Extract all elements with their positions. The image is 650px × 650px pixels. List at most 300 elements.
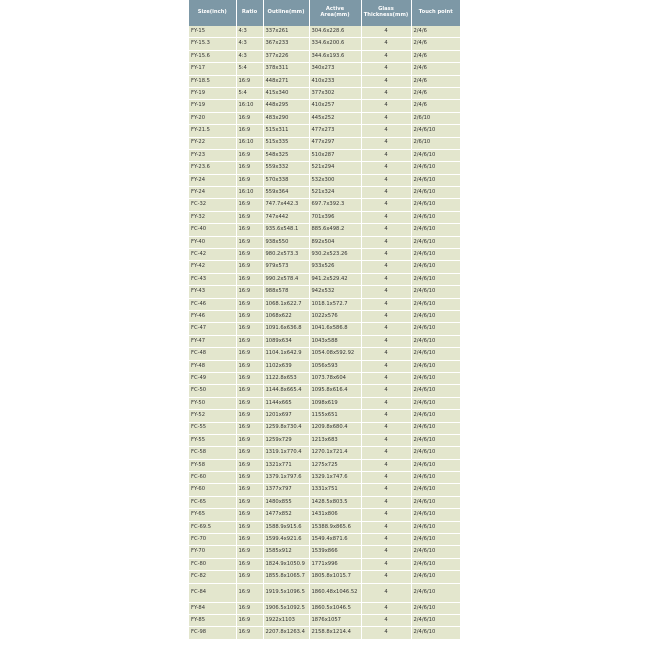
table-row — [189, 125, 460, 137]
cell-active-area: 1860.48x1046.52 — [309, 583, 361, 602]
table-row — [189, 211, 460, 223]
table-row — [189, 261, 460, 273]
table-row — [189, 422, 460, 434]
cell-touch-point: 2/4/6/10 — [411, 298, 460, 310]
cell-glass-thickness: 4 — [361, 87, 411, 99]
cell-glass-thickness: 4 — [361, 558, 411, 570]
cell-ratio: 16:9 — [236, 348, 263, 360]
cell-glass-thickness: 4 — [361, 360, 411, 372]
cell-ratio: 16:9 — [236, 335, 263, 347]
cell-touch-point: 2/4/6/10 — [411, 627, 460, 639]
cell-ratio: 16:9 — [236, 224, 263, 236]
cell-size: FY-15.6 — [189, 50, 236, 62]
cell-outline: 980.2x573.3 — [263, 249, 309, 261]
cell-touch-point: 2/4/6/10 — [411, 571, 460, 583]
cell-glass-thickness: 4 — [361, 50, 411, 62]
cell-ratio: 16:9 — [236, 211, 263, 223]
cell-outline: 415x340 — [263, 87, 309, 99]
cell-size: FY-24 — [189, 187, 236, 199]
cell-size: FY-40 — [189, 236, 236, 248]
cell-active-area: 1329.1x747.6 — [309, 472, 361, 484]
cell-active-area: 1073.78x604 — [309, 372, 361, 384]
cell-glass-thickness: 4 — [361, 509, 411, 521]
cell-glass-thickness: 4 — [361, 100, 411, 112]
table-row — [189, 583, 460, 602]
cell-ratio: 16:9 — [236, 546, 263, 558]
header-touch-point: Touch point — [411, 0, 460, 26]
cell-outline: 1089x634 — [263, 335, 309, 347]
cell-active-area: 1018.1x572.7 — [309, 298, 361, 310]
cell-ratio: 16:9 — [236, 360, 263, 372]
cell-outline: 367x233 — [263, 38, 309, 50]
cell-active-area: 1876x1057 — [309, 614, 361, 626]
cell-active-area: 334.6x200.6 — [309, 38, 361, 50]
table-row — [189, 602, 460, 614]
cell-glass-thickness: 4 — [361, 298, 411, 310]
header-glass-thickness: Glass Thickness(mm) — [361, 0, 411, 26]
cell-glass-thickness: 4 — [361, 472, 411, 484]
cell-outline: 570x338 — [263, 174, 309, 186]
cell-outline: 2207.8x1263.4 — [263, 627, 309, 639]
cell-glass-thickness: 4 — [361, 125, 411, 137]
cell-ratio: 16:9 — [236, 323, 263, 335]
cell-active-area: 1331x751 — [309, 484, 361, 496]
cell-size: FC-40 — [189, 224, 236, 236]
table-row — [189, 509, 460, 521]
cell-size: FY-19 — [189, 100, 236, 112]
cell-size: FY-17 — [189, 63, 236, 75]
cell-touch-point: 2/4/6/10 — [411, 211, 460, 223]
table-row — [189, 558, 460, 570]
table-row — [189, 310, 460, 322]
cell-ratio: 16:9 — [236, 199, 263, 211]
table-row — [189, 521, 460, 533]
cell-touch-point: 2/4/6/10 — [411, 534, 460, 546]
cell-glass-thickness: 4 — [361, 484, 411, 496]
cell-size: FY-50 — [189, 397, 236, 409]
table-row — [189, 571, 460, 583]
cell-touch-point: 2/4/6/10 — [411, 310, 460, 322]
cell-outline: 1477x852 — [263, 509, 309, 521]
cell-outline: 1104.1x642.9 — [263, 348, 309, 360]
cell-size: FC-55 — [189, 422, 236, 434]
cell-active-area: 1056x593 — [309, 360, 361, 372]
cell-glass-thickness: 4 — [361, 236, 411, 248]
cell-outline: 448x271 — [263, 75, 309, 87]
cell-glass-thickness: 4 — [361, 583, 411, 602]
cell-size: FY-23 — [189, 149, 236, 161]
cell-outline: 1906.5x1092.5 — [263, 602, 309, 614]
cell-ratio: 5:4 — [236, 63, 263, 75]
table-row — [189, 75, 460, 87]
cell-size: FC-48 — [189, 348, 236, 360]
table-row — [189, 335, 460, 347]
cell-active-area: 1539x866 — [309, 546, 361, 558]
cell-active-area: 1549.4x871.6 — [309, 534, 361, 546]
table-row — [189, 199, 460, 211]
cell-glass-thickness: 4 — [361, 348, 411, 360]
cell-glass-thickness: 4 — [361, 546, 411, 558]
cell-touch-point: 2/4/6/10 — [411, 360, 460, 372]
cell-glass-thickness: 4 — [361, 602, 411, 614]
cell-glass-thickness: 4 — [361, 434, 411, 446]
cell-ratio: 16:9 — [236, 410, 263, 422]
cell-outline: 337x261 — [263, 26, 309, 38]
cell-outline: 1377x797 — [263, 484, 309, 496]
cell-touch-point: 2/4/6/10 — [411, 149, 460, 161]
cell-touch-point: 2/4/6 — [411, 50, 460, 62]
cell-ratio: 16:9 — [236, 112, 263, 124]
cell-touch-point: 2/4/6/10 — [411, 447, 460, 459]
cell-outline: 1599.4x921.6 — [263, 534, 309, 546]
table-row — [189, 410, 460, 422]
cell-touch-point: 2/4/6 — [411, 75, 460, 87]
cell-active-area: 1860.5x1046.5 — [309, 602, 361, 614]
cell-ratio: 16:9 — [236, 174, 263, 186]
cell-size: FY-24 — [189, 174, 236, 186]
header-size: Size(inch) — [189, 0, 236, 26]
cell-active-area: 1428.5x803.5 — [309, 496, 361, 508]
cell-size: FY-18.5 — [189, 75, 236, 87]
cell-outline: 1068.1x622.7 — [263, 298, 309, 310]
cell-active-area: 933x526 — [309, 261, 361, 273]
cell-glass-thickness: 4 — [361, 397, 411, 409]
cell-outline: 747x442 — [263, 211, 309, 223]
cell-touch-point: 2/4/6/10 — [411, 249, 460, 261]
cell-active-area: 892x504 — [309, 236, 361, 248]
cell-ratio: 16:9 — [236, 149, 263, 161]
cell-glass-thickness: 4 — [361, 372, 411, 384]
cell-touch-point: 2/4/6/10 — [411, 509, 460, 521]
cell-ratio: 16:9 — [236, 273, 263, 285]
cell-size: FY-47 — [189, 335, 236, 347]
cell-active-area: 1275x725 — [309, 459, 361, 471]
cell-outline: 938x550 — [263, 236, 309, 248]
cell-active-area: 304.6x228.6 — [309, 26, 361, 38]
table-row — [189, 224, 460, 236]
cell-size: FC-60 — [189, 472, 236, 484]
cell-glass-thickness: 4 — [361, 75, 411, 87]
table-row — [189, 447, 460, 459]
cell-outline: 1855.8x1065.7 — [263, 571, 309, 583]
table-row — [189, 534, 460, 546]
cell-outline: 979x573 — [263, 261, 309, 273]
cell-touch-point: 2/4/6/10 — [411, 583, 460, 602]
table-row — [189, 187, 460, 199]
cell-active-area: 941.2x529.42 — [309, 273, 361, 285]
cell-size: FC-82 — [189, 571, 236, 583]
cell-ratio: 16:9 — [236, 125, 263, 137]
cell-ratio: 16:9 — [236, 422, 263, 434]
cell-ratio: 16:9 — [236, 249, 263, 261]
table-row — [189, 472, 460, 484]
cell-touch-point: 2/4/6/10 — [411, 521, 460, 533]
cell-size: FY-43 — [189, 286, 236, 298]
cell-size: FC-65 — [189, 496, 236, 508]
cell-ratio: 16:9 — [236, 236, 263, 248]
cell-ratio: 16:9 — [236, 385, 263, 397]
table-row — [189, 249, 460, 261]
cell-ratio: 16:9 — [236, 397, 263, 409]
table-row — [189, 273, 460, 285]
cell-active-area: 1431x806 — [309, 509, 361, 521]
cell-glass-thickness: 4 — [361, 286, 411, 298]
cell-ratio: 16:9 — [236, 534, 263, 546]
cell-outline: 515x335 — [263, 137, 309, 149]
cell-touch-point: 2/4/6/10 — [411, 614, 460, 626]
cell-ratio: 16:10 — [236, 187, 263, 199]
table-row — [189, 360, 460, 372]
cell-size: FC-70 — [189, 534, 236, 546]
cell-size: FY-22 — [189, 137, 236, 149]
table-row — [189, 372, 460, 384]
cell-glass-thickness: 4 — [361, 26, 411, 38]
cell-ratio: 16:9 — [236, 627, 263, 639]
table-row — [189, 162, 460, 174]
cell-ratio: 16:9 — [236, 75, 263, 87]
cell-glass-thickness: 4 — [361, 261, 411, 273]
cell-outline: 1201x697 — [263, 410, 309, 422]
cell-size: FY-55 — [189, 434, 236, 446]
cell-size: FY-21.5 — [189, 125, 236, 137]
cell-size: FY-32 — [189, 211, 236, 223]
cell-active-area: 1155x651 — [309, 410, 361, 422]
cell-ratio: 4:3 — [236, 38, 263, 50]
cell-outline: 935.6x548.1 — [263, 224, 309, 236]
cell-ratio: 16:9 — [236, 521, 263, 533]
cell-outline: 1068x622 — [263, 310, 309, 322]
cell-glass-thickness: 4 — [361, 249, 411, 261]
cell-touch-point: 2/4/6/10 — [411, 385, 460, 397]
cell-active-area: 410x257 — [309, 100, 361, 112]
cell-size: FC-80 — [189, 558, 236, 570]
cell-active-area: 2158.8x1214.4 — [309, 627, 361, 639]
cell-outline: 559x332 — [263, 162, 309, 174]
cell-touch-point: 2/4/6/10 — [411, 273, 460, 285]
cell-outline: 1259x729 — [263, 434, 309, 446]
cell-outline: 1585x912 — [263, 546, 309, 558]
cell-glass-thickness: 4 — [361, 496, 411, 508]
cell-ratio: 16:9 — [236, 571, 263, 583]
table-row — [189, 298, 460, 310]
table-row — [189, 627, 460, 639]
cell-touch-point: 2/4/6/10 — [411, 496, 460, 508]
cell-size: FY-60 — [189, 484, 236, 496]
header-ratio: Ratio — [236, 0, 263, 26]
cell-size: FY-70 — [189, 546, 236, 558]
cell-active-area: 1041.6x586.8 — [309, 323, 361, 335]
cell-glass-thickness: 4 — [361, 323, 411, 335]
cell-active-area: 930.2x523.26 — [309, 249, 361, 261]
cell-glass-thickness: 4 — [361, 187, 411, 199]
cell-glass-thickness: 4 — [361, 571, 411, 583]
cell-outline: 559x364 — [263, 187, 309, 199]
cell-active-area: 1213x683 — [309, 434, 361, 446]
cell-outline: 1480x855 — [263, 496, 309, 508]
cell-outline: 1321x771 — [263, 459, 309, 471]
cell-active-area: 477x273 — [309, 125, 361, 137]
cell-touch-point: 2/4/6/10 — [411, 602, 460, 614]
table-row — [189, 38, 460, 50]
cell-active-area: 445x252 — [309, 112, 361, 124]
cell-ratio: 16:9 — [236, 310, 263, 322]
cell-ratio: 16:9 — [236, 298, 263, 310]
table-row — [189, 26, 460, 38]
cell-ratio: 16:9 — [236, 434, 263, 446]
cell-size: FC-47 — [189, 323, 236, 335]
cell-ratio: 16:9 — [236, 484, 263, 496]
cell-touch-point: 2/4/6/10 — [411, 372, 460, 384]
cell-glass-thickness: 4 — [361, 627, 411, 639]
cell-ratio: 16:9 — [236, 459, 263, 471]
table-row — [189, 546, 460, 558]
cell-glass-thickness: 4 — [361, 38, 411, 50]
cell-outline: 483x290 — [263, 112, 309, 124]
cell-active-area: 1043x588 — [309, 335, 361, 347]
cell-size: FC-50 — [189, 385, 236, 397]
cell-touch-point: 2/4/6/10 — [411, 434, 460, 446]
cell-touch-point: 2/4/6/10 — [411, 199, 460, 211]
cell-outline: 1379.1x797.6 — [263, 472, 309, 484]
cell-outline: 1919.5x1096.5 — [263, 583, 309, 602]
cell-outline: 747.7x442.3 — [263, 199, 309, 211]
cell-ratio: 16:9 — [236, 372, 263, 384]
table-row — [189, 397, 460, 409]
cell-outline: 515x311 — [263, 125, 309, 137]
cell-glass-thickness: 4 — [361, 199, 411, 211]
table-row — [189, 112, 460, 124]
cell-touch-point: 2/4/6/10 — [411, 348, 460, 360]
cell-active-area: 532x300 — [309, 174, 361, 186]
cell-size: FY-19 — [189, 87, 236, 99]
cell-active-area: 521x324 — [309, 187, 361, 199]
cell-outline: 378x311 — [263, 63, 309, 75]
cell-glass-thickness: 4 — [361, 273, 411, 285]
cell-glass-thickness: 4 — [361, 385, 411, 397]
cell-ratio: 16:10 — [236, 100, 263, 112]
cell-touch-point: 2/4/6/10 — [411, 174, 460, 186]
table-row — [189, 174, 460, 186]
cell-ratio: 4:3 — [236, 26, 263, 38]
cell-size: FY-15.3 — [189, 38, 236, 50]
cell-touch-point: 2/4/6/10 — [411, 422, 460, 434]
cell-touch-point: 2/4/6/10 — [411, 410, 460, 422]
cell-touch-point: 2/4/6/10 — [411, 187, 460, 199]
cell-outline: 1144.8x665.4 — [263, 385, 309, 397]
cell-outline: 1144x665 — [263, 397, 309, 409]
cell-ratio: 16:9 — [236, 509, 263, 521]
table-row — [189, 614, 460, 626]
cell-glass-thickness: 4 — [361, 335, 411, 347]
cell-ratio: 16:9 — [236, 472, 263, 484]
cell-outline: 448x295 — [263, 100, 309, 112]
cell-touch-point: 2/4/6/10 — [411, 236, 460, 248]
cell-glass-thickness: 4 — [361, 224, 411, 236]
cell-touch-point: 2/4/6/10 — [411, 323, 460, 335]
cell-ratio: 16:9 — [236, 162, 263, 174]
table-row — [189, 137, 460, 149]
cell-size: FY-48 — [189, 360, 236, 372]
cell-ratio: 5:4 — [236, 87, 263, 99]
header-outline: Outline(mm) — [263, 0, 309, 26]
cell-glass-thickness: 4 — [361, 211, 411, 223]
cell-outline: 1102x639 — [263, 360, 309, 372]
cell-outline: 1091.6x636.8 — [263, 323, 309, 335]
cell-glass-thickness: 4 — [361, 422, 411, 434]
cell-ratio: 16:9 — [236, 447, 263, 459]
cell-size: FY-65 — [189, 509, 236, 521]
cell-ratio: 16:9 — [236, 286, 263, 298]
cell-active-area: 942x532 — [309, 286, 361, 298]
cell-outline: 990.2x578.4 — [263, 273, 309, 285]
cell-size: FY-84 — [189, 602, 236, 614]
cell-size: FY-20 — [189, 112, 236, 124]
cell-glass-thickness: 4 — [361, 112, 411, 124]
cell-active-area: 697.7x392.3 — [309, 199, 361, 211]
cell-touch-point: 2/4/6/10 — [411, 261, 460, 273]
cell-glass-thickness: 4 — [361, 162, 411, 174]
cell-size: FC-32 — [189, 199, 236, 211]
cell-glass-thickness: 4 — [361, 614, 411, 626]
cell-size: FC-43 — [189, 273, 236, 285]
cell-glass-thickness: 4 — [361, 174, 411, 186]
cell-active-area: 410x233 — [309, 75, 361, 87]
cell-size: FY-52 — [189, 410, 236, 422]
table-row — [189, 348, 460, 360]
table-row — [189, 63, 460, 75]
cell-active-area: 477x297 — [309, 137, 361, 149]
cell-touch-point: 2/4/6/10 — [411, 286, 460, 298]
cell-touch-point: 2/4/6/10 — [411, 125, 460, 137]
cell-touch-point: 2/4/6/10 — [411, 558, 460, 570]
spec-table — [189, 0, 460, 640]
cell-glass-thickness: 4 — [361, 63, 411, 75]
table-row — [189, 100, 460, 112]
cell-active-area: 701x396 — [309, 211, 361, 223]
cell-size: FC-58 — [189, 447, 236, 459]
cell-size: FY-15 — [189, 26, 236, 38]
cell-active-area: 1270.1x721.4 — [309, 447, 361, 459]
cell-glass-thickness: 4 — [361, 137, 411, 149]
cell-size: FY-58 — [189, 459, 236, 471]
cell-touch-point: 2/4/6/10 — [411, 484, 460, 496]
cell-size: FY-46 — [189, 310, 236, 322]
cell-touch-point: 2/6/10 — [411, 137, 460, 149]
cell-ratio: 16:9 — [236, 496, 263, 508]
table-row — [189, 149, 460, 161]
cell-outline: 1319.1x770.4 — [263, 447, 309, 459]
table-row — [189, 459, 460, 471]
cell-active-area: 1022x576 — [309, 310, 361, 322]
cell-glass-thickness: 4 — [361, 459, 411, 471]
cell-touch-point: 2/4/6 — [411, 63, 460, 75]
cell-size: FY-85 — [189, 614, 236, 626]
cell-outline: 988x578 — [263, 286, 309, 298]
cell-size: FC-42 — [189, 249, 236, 261]
cell-active-area: 377x302 — [309, 87, 361, 99]
table-row — [189, 286, 460, 298]
cell-glass-thickness: 4 — [361, 149, 411, 161]
table-row — [189, 484, 460, 496]
cell-outline: 1122.8x653 — [263, 372, 309, 384]
cell-active-area: 1805.8x1015.7 — [309, 571, 361, 583]
cell-touch-point: 2/4/6/10 — [411, 546, 460, 558]
cell-ratio: 4:3 — [236, 50, 263, 62]
cell-active-area: 1771x996 — [309, 558, 361, 570]
cell-ratio: 16:9 — [236, 261, 263, 273]
cell-ratio: 16:9 — [236, 583, 263, 602]
cell-touch-point: 2/4/6/10 — [411, 459, 460, 471]
